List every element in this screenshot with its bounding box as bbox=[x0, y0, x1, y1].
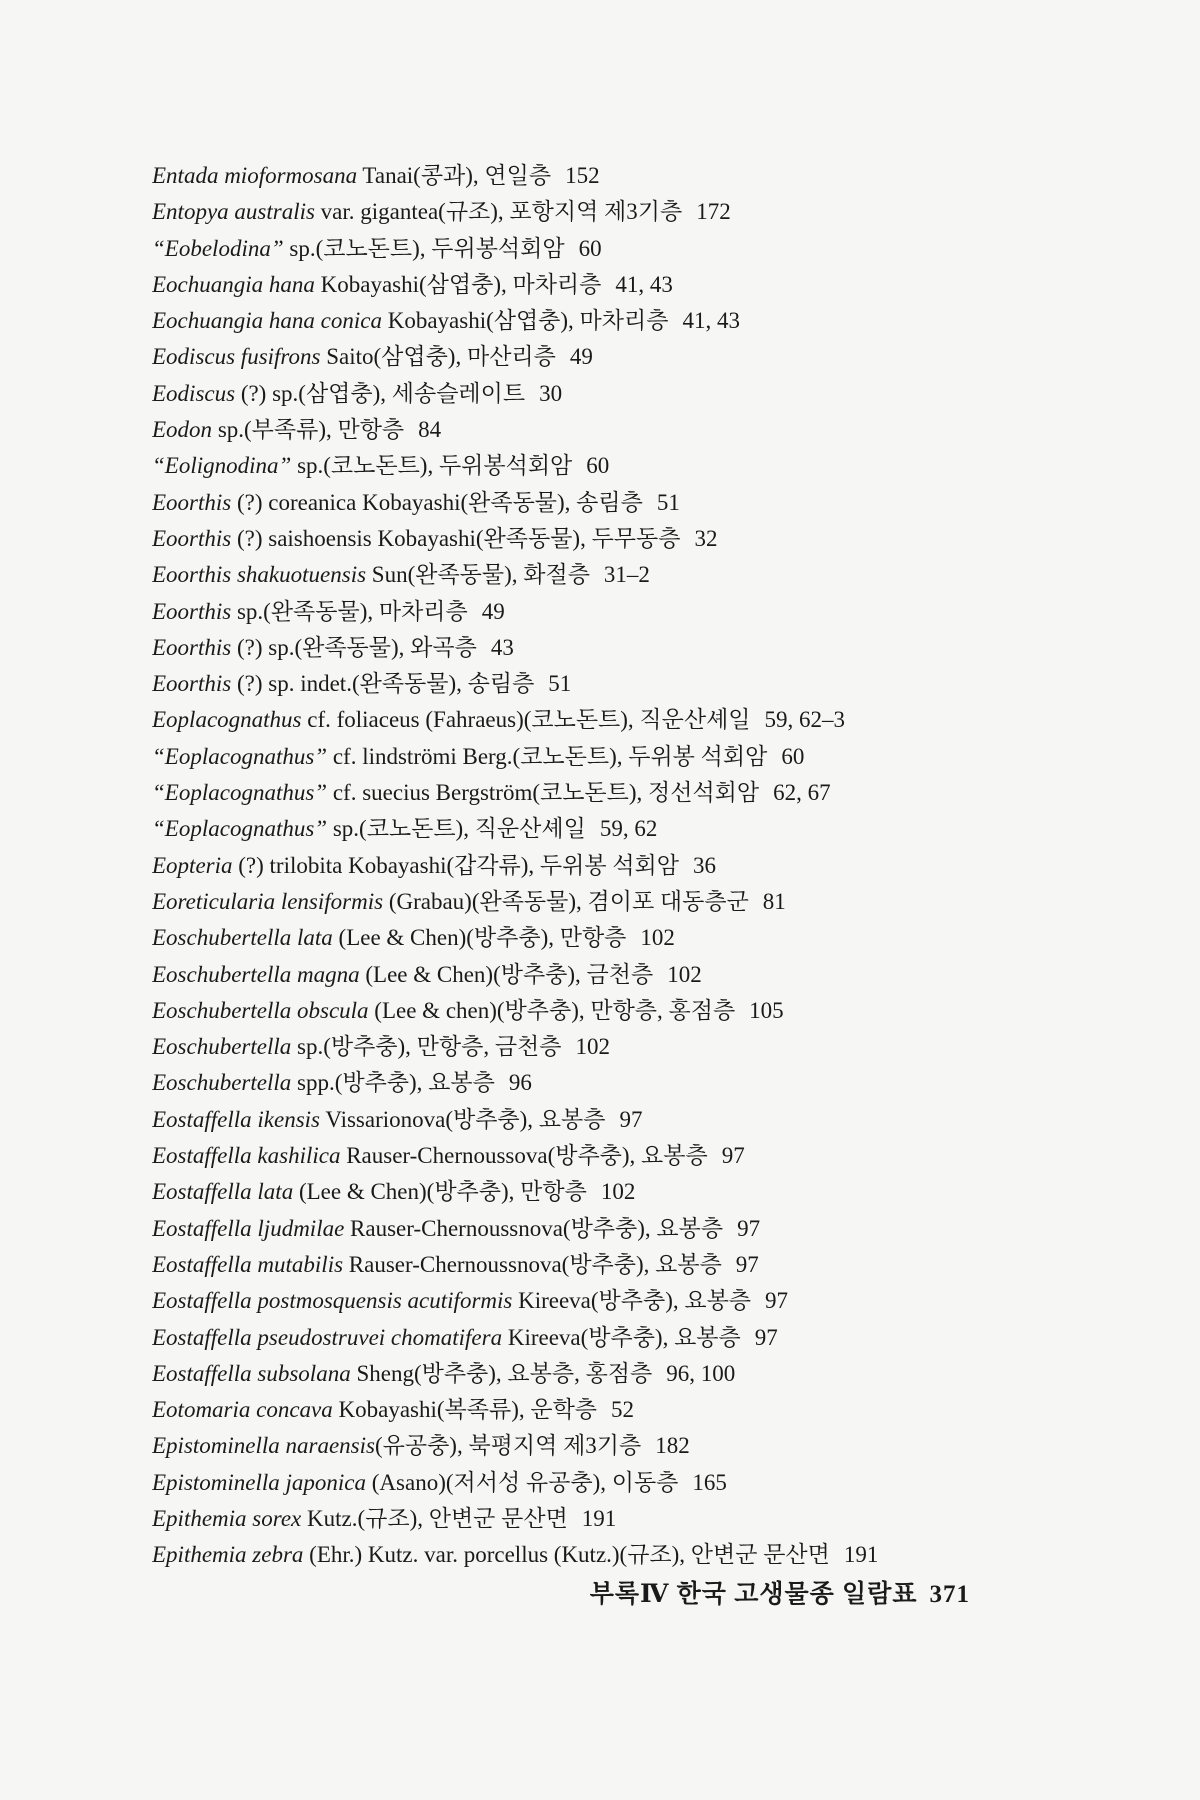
entry-details: sp.(부족류), 만항층 bbox=[212, 417, 405, 443]
page-reference: 30 bbox=[539, 380, 563, 406]
index-entry bbox=[152, 1501, 1162, 1537]
entry-details: Kobayashi(삼엽충), 마차리층 bbox=[314, 271, 602, 297]
index-entry bbox=[152, 594, 1162, 630]
index-entry bbox=[152, 412, 1162, 448]
page-reference: 49 bbox=[481, 598, 505, 624]
species-name: Eochuangia hana conica bbox=[152, 308, 382, 334]
page-reference: 51 bbox=[656, 489, 680, 515]
index-entry bbox=[152, 775, 1162, 811]
page-reference: 32 bbox=[694, 525, 718, 551]
page-reference: 60 bbox=[586, 453, 610, 479]
entry-details: Rauser-Chernoussnova(방추충), 요봉층 bbox=[344, 1215, 724, 1241]
index-entry bbox=[152, 1247, 1162, 1283]
entry-details: cf. suecius Bergström(코노돈트), 정선석회암 bbox=[327, 780, 760, 806]
species-name: Eoorthis bbox=[152, 671, 232, 697]
species-name: Eodiscus fusifrons bbox=[152, 344, 321, 370]
page-number: 371 bbox=[929, 1581, 970, 1608]
page-footer bbox=[590, 1574, 970, 1610]
page-reference: 43 bbox=[490, 634, 514, 660]
page-reference: 59, 62–3 bbox=[764, 707, 846, 733]
species-name: “Eoplacognathus” bbox=[152, 780, 328, 806]
species-name: Entada mioformosana bbox=[152, 163, 358, 188]
entry-details: Rauser-Chernoussnova(방추충), 요봉층 bbox=[343, 1251, 722, 1277]
page-reference: 102 bbox=[640, 925, 675, 951]
footer-title: 부록Ⅳ 한국 고생물종 일람표 bbox=[589, 1581, 918, 1608]
page-reference: 152 bbox=[565, 163, 600, 188]
page-reference: 96, 100 bbox=[666, 1360, 736, 1386]
species-name: Eoschubertella bbox=[152, 1034, 292, 1060]
species-name: Eostaffella lata bbox=[152, 1179, 294, 1205]
index-entry bbox=[152, 1283, 1162, 1319]
page-reference: 59, 62 bbox=[599, 816, 658, 842]
page-reference: 105 bbox=[749, 997, 784, 1023]
entry-details: Kobayashi(삼엽충), 마차리층 bbox=[381, 308, 669, 334]
species-name: Eoorthis bbox=[152, 525, 232, 551]
page-reference: 97 bbox=[721, 1143, 745, 1169]
page-reference: 49 bbox=[569, 344, 593, 370]
species-name: Eotomaria concava bbox=[152, 1397, 333, 1423]
index-entry bbox=[152, 1211, 1162, 1247]
species-name: Eostaffella mutabilis bbox=[152, 1251, 344, 1277]
species-name: “Eoplacognathus” bbox=[152, 743, 328, 769]
species-name: Epistominella japonica bbox=[152, 1469, 367, 1495]
species-name: “Eobelodina” bbox=[152, 235, 284, 261]
page-reference: 97 bbox=[619, 1106, 643, 1132]
entry-details: (Lee & chen)(방추충), 만항층, 홍점층 bbox=[368, 997, 736, 1023]
entry-details: spp.(방추충), 요봉층 bbox=[291, 1070, 495, 1096]
entry-details: (Lee & Chen)(방추충), 만항층 bbox=[293, 1179, 587, 1205]
page-reference: 97 bbox=[737, 1215, 761, 1241]
index-entry bbox=[152, 1065, 1162, 1101]
index-entry bbox=[152, 811, 1162, 847]
index-entry bbox=[152, 1029, 1162, 1065]
page-reference: 41, 43 bbox=[682, 308, 740, 334]
entry-details: (Ehr.) Kutz. var. porcellus (Kutz.)(규조), 안변군 문산면 bbox=[303, 1542, 830, 1568]
index-entry bbox=[152, 521, 1162, 557]
index-entry bbox=[152, 1138, 1162, 1174]
entry-details: (Lee & Chen)(방추충), 금천층 bbox=[359, 961, 654, 987]
index-entry bbox=[152, 231, 1162, 267]
page-reference: 60 bbox=[781, 743, 805, 769]
entry-details: sp.(코노돈트), 두위봉석회암 bbox=[283, 235, 565, 261]
index-entry bbox=[152, 1174, 1162, 1210]
entry-details: (유공충), 북평지역 제3기층 bbox=[374, 1433, 642, 1459]
page-reference: 97 bbox=[754, 1324, 778, 1350]
index-entry bbox=[152, 1465, 1162, 1501]
page-reference: 60 bbox=[578, 235, 602, 261]
entry-details: Sun(완족동물), 화절층 bbox=[366, 562, 590, 588]
species-name: “Eolignodina” bbox=[152, 453, 292, 479]
species-name: Epithemia sorex bbox=[152, 1505, 302, 1531]
entry-details: Saito(삼엽충), 마산리층 bbox=[320, 344, 556, 370]
entry-details: (?) sp.(삼엽충), 세송슬레이트 bbox=[235, 380, 526, 406]
index-entry bbox=[152, 557, 1162, 593]
page-reference: 81 bbox=[762, 888, 786, 914]
page-reference: 84 bbox=[418, 417, 442, 443]
page-reference: 102 bbox=[667, 961, 702, 987]
species-name: Eostaffella subsolana bbox=[152, 1360, 351, 1386]
species-name: Eoplacognathus bbox=[152, 707, 302, 733]
species-name: Eochuangia hana bbox=[152, 271, 315, 297]
index-entry bbox=[152, 884, 1162, 920]
species-name: Eoschubertella bbox=[152, 1070, 292, 1096]
page-reference: 52 bbox=[611, 1397, 635, 1423]
species-name: Eostaffella kashilica bbox=[152, 1143, 341, 1169]
index-entry bbox=[152, 376, 1162, 412]
page-reference: 51 bbox=[548, 671, 572, 697]
entry-details: Rauser-Chernoussova(방추충), 요봉층 bbox=[340, 1143, 708, 1169]
index-entry bbox=[152, 194, 1162, 230]
index-entry bbox=[152, 1537, 1162, 1573]
entry-details: Kireeva(방추충), 요봉층 bbox=[502, 1324, 741, 1350]
species-name: Eoschubertella obscula bbox=[152, 997, 369, 1023]
index-entry bbox=[152, 339, 1162, 375]
entry-details: Tanai(콩과), 연일층 bbox=[357, 163, 552, 188]
index-entry bbox=[152, 1102, 1162, 1138]
page-reference: 191 bbox=[581, 1505, 617, 1531]
species-name: Entopya australis bbox=[152, 199, 315, 225]
index-entry bbox=[152, 303, 1162, 339]
entry-details: Sheng(방추충), 요봉층, 홍점층 bbox=[350, 1360, 653, 1386]
page-reference: 191 bbox=[843, 1542, 879, 1568]
index-entry bbox=[152, 739, 1162, 775]
entry-details: (?) sp.(완족동물), 와곡층 bbox=[231, 634, 477, 660]
page-reference: 62, 67 bbox=[773, 780, 831, 806]
entry-details: Kireeva(방추충), 요봉층 bbox=[512, 1288, 752, 1314]
species-name: Eoorthis shakuotuensis bbox=[152, 562, 367, 588]
species-name: “Eoplacognathus” bbox=[152, 816, 328, 842]
species-name: Epistominella naraensis bbox=[152, 1433, 375, 1459]
species-name: Eoorthis bbox=[152, 634, 232, 660]
species-name: Eoreticularia lensiformis bbox=[152, 888, 384, 914]
index-entry bbox=[152, 920, 1162, 956]
page-reference: 41, 43 bbox=[615, 271, 673, 297]
species-name: Eodon bbox=[152, 417, 213, 443]
page-reference: 102 bbox=[575, 1034, 610, 1060]
species-index-list bbox=[152, 158, 1162, 1574]
page-reference: 96 bbox=[508, 1070, 532, 1096]
index-entry bbox=[152, 848, 1162, 884]
entry-details: sp.(완족동물), 마차리층 bbox=[231, 598, 468, 624]
species-name: Eoorthis bbox=[152, 489, 232, 515]
species-name: Eostaffella postmosquensis acutiformis bbox=[152, 1288, 513, 1314]
entry-details: (?) sp. indet.(완족동물), 송림층 bbox=[231, 671, 535, 697]
index-entry bbox=[152, 1428, 1162, 1464]
index-entry bbox=[152, 630, 1162, 666]
entry-details: sp.(코노돈트), 두위봉석회암 bbox=[291, 453, 573, 479]
entry-details: Kobayashi(복족류), 운학층 bbox=[332, 1397, 598, 1423]
entry-details: var. gigantea(규조), 포항지역 제3기층 bbox=[314, 199, 683, 225]
index-entry bbox=[152, 666, 1162, 702]
page-reference: 165 bbox=[692, 1469, 727, 1495]
entry-details: (Grabau)(완족동물), 겸이포 대동층군 bbox=[383, 888, 749, 914]
species-name: Epithemia zebra bbox=[152, 1542, 304, 1568]
index-entry bbox=[152, 1356, 1162, 1392]
entry-details: Kutz.(규조), 안변군 문산면 bbox=[301, 1505, 568, 1531]
index-entry bbox=[152, 448, 1162, 484]
entry-details: (Lee & Chen)(방추충), 만항층 bbox=[332, 925, 627, 951]
species-name: Eoschubertella lata bbox=[152, 925, 333, 951]
species-name: Eopteria bbox=[152, 852, 233, 878]
page-reference: 182 bbox=[655, 1433, 690, 1459]
page-reference: 31–2 bbox=[603, 562, 650, 588]
index-entry bbox=[152, 1392, 1162, 1428]
species-name: Eostaffella ikensis bbox=[152, 1106, 321, 1132]
index-entry bbox=[152, 267, 1162, 303]
page-reference: 102 bbox=[600, 1179, 636, 1205]
species-name: Eoschubertella magna bbox=[152, 961, 360, 987]
page-reference: 97 bbox=[735, 1251, 759, 1277]
species-name: Eostaffella pseudostruvei chomatifera bbox=[152, 1324, 503, 1350]
entry-details: (?) saishoensis Kobayashi(완족동물), 두무동층 bbox=[231, 525, 681, 551]
page-reference: 36 bbox=[693, 852, 716, 878]
index-entry bbox=[152, 957, 1162, 993]
species-name: Eostaffella ljudmilae bbox=[152, 1215, 345, 1241]
entry-details: sp.(코노돈트), 직운산셰일 bbox=[327, 816, 586, 842]
index-entry bbox=[152, 993, 1162, 1029]
index-entry bbox=[152, 702, 1162, 738]
page-reference: 97 bbox=[765, 1288, 789, 1314]
entry-details: (?) trilobita Kobayashi(갑각류), 두위봉 석회암 bbox=[232, 852, 679, 878]
entry-details: (?) coreanica Kobayashi(완족동물), 송림층 bbox=[231, 489, 643, 515]
entry-details: (Asano)(저서성 유공충), 이동층 bbox=[366, 1469, 679, 1495]
entry-details: cf. lindströmi Berg.(코노돈트), 두위봉 석회암 bbox=[327, 743, 768, 769]
entry-details: cf. foliaceus (Fahraeus)(코노돈트), 직운산셰일 bbox=[301, 707, 751, 733]
page-reference: 172 bbox=[696, 199, 731, 225]
index-entry bbox=[152, 1320, 1162, 1356]
index-entry bbox=[152, 485, 1162, 521]
index-entry bbox=[152, 158, 1162, 194]
species-name: Eodiscus bbox=[152, 380, 236, 406]
species-name: Eoorthis bbox=[152, 598, 232, 624]
entry-details: Vissarionova(방추충), 요봉층 bbox=[320, 1106, 606, 1132]
entry-details: sp.(방추충), 만항층, 금천층 bbox=[291, 1034, 562, 1060]
